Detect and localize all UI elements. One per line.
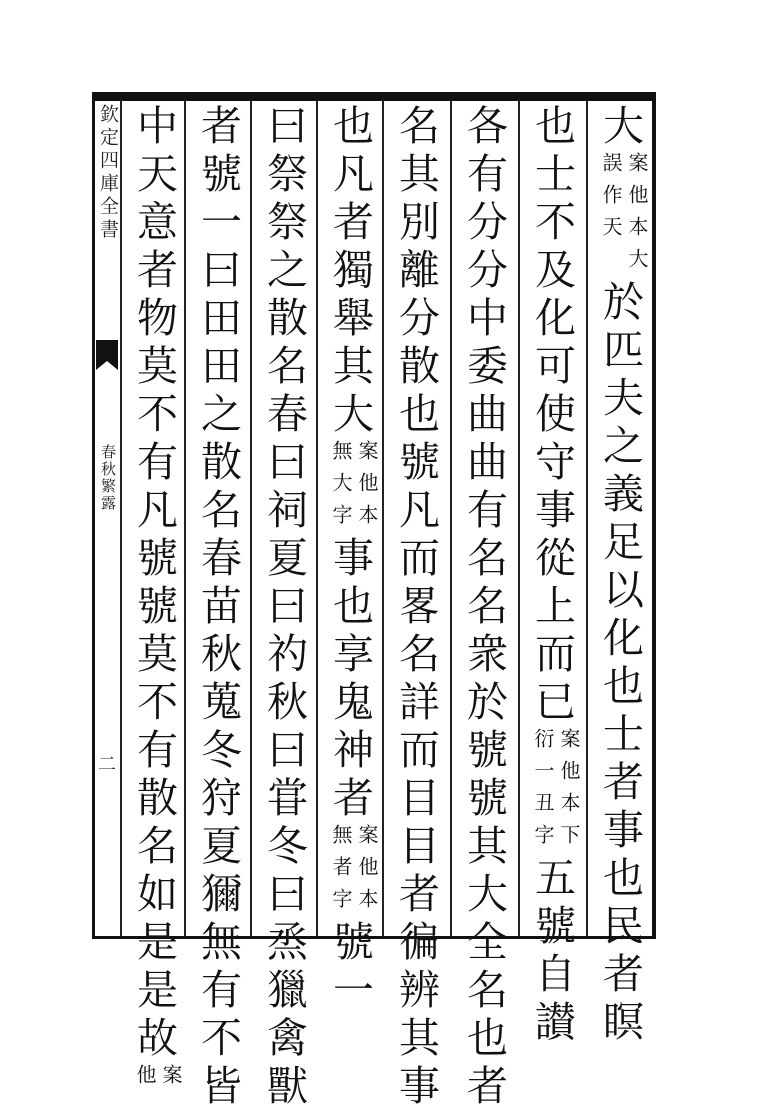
column-rule (450, 100, 452, 936)
main-text: 也凡者獨舉其大 (326, 104, 374, 440)
main-text: 大 (596, 104, 644, 152)
main-text: 各有分分中委曲曲有名名衆於號號其大全名也者 (460, 104, 508, 1112)
center-margin (96, 104, 120, 934)
annotation-note: 案他本下衍一丑字 (531, 728, 581, 856)
text-column-1 (590, 104, 650, 1048)
column-rule (586, 100, 588, 936)
top-border (92, 92, 652, 101)
text-column-3 (454, 104, 514, 1112)
column-rule (250, 100, 252, 936)
text-column-8 (124, 104, 184, 1096)
margin-book-title: 春秋繁露 (99, 444, 117, 512)
text-column-2 (522, 104, 582, 1048)
column-rule (316, 100, 318, 936)
column-rule (120, 100, 122, 936)
main-text: 曰祭祭之散名春曰祠夏曰礿秋曰甞冬曰烝獵禽獸 (260, 104, 308, 1112)
main-text: 事也享鬼神者 (326, 536, 374, 824)
main-text: 也士不及化可使守事從上而已 (528, 104, 576, 728)
text-column-5 (320, 104, 380, 1016)
main-text: 於匹夫之義足以化也士者事也民者瞑 (596, 280, 644, 1048)
annotation-note: 案他本無者字 (329, 824, 379, 920)
annotation-note: 案他本大誤作天 (599, 152, 649, 280)
margin-title: 欽定四庫全書 (97, 104, 119, 242)
column-rule (382, 100, 384, 936)
annotation-note: 案他 (133, 1064, 183, 1096)
main-text: 號一 (326, 920, 374, 1016)
left-border (92, 92, 95, 939)
right-border (652, 92, 656, 939)
text-column-7 (188, 104, 248, 1112)
main-text: 五號自讃 (528, 856, 576, 1048)
annotation-note: 案他本無大字 (329, 440, 379, 536)
text-column-4 (386, 104, 446, 1112)
text-column-6 (254, 104, 314, 1112)
margin-page-number: 二 (95, 754, 116, 772)
column-rule (518, 100, 520, 936)
main-text: 者號一曰田田之散名春苗秋蒐冬狩夏獮無有不皆 (194, 104, 242, 1112)
column-rule (184, 100, 186, 936)
main-text: 名其別離分散也號凡而畧名詳而目目者徧辨其事 (392, 104, 440, 1112)
fishtail-mark (96, 340, 118, 370)
main-text: 中天意者物莫不有凡號號莫不有散名如是是故 (130, 104, 178, 1064)
